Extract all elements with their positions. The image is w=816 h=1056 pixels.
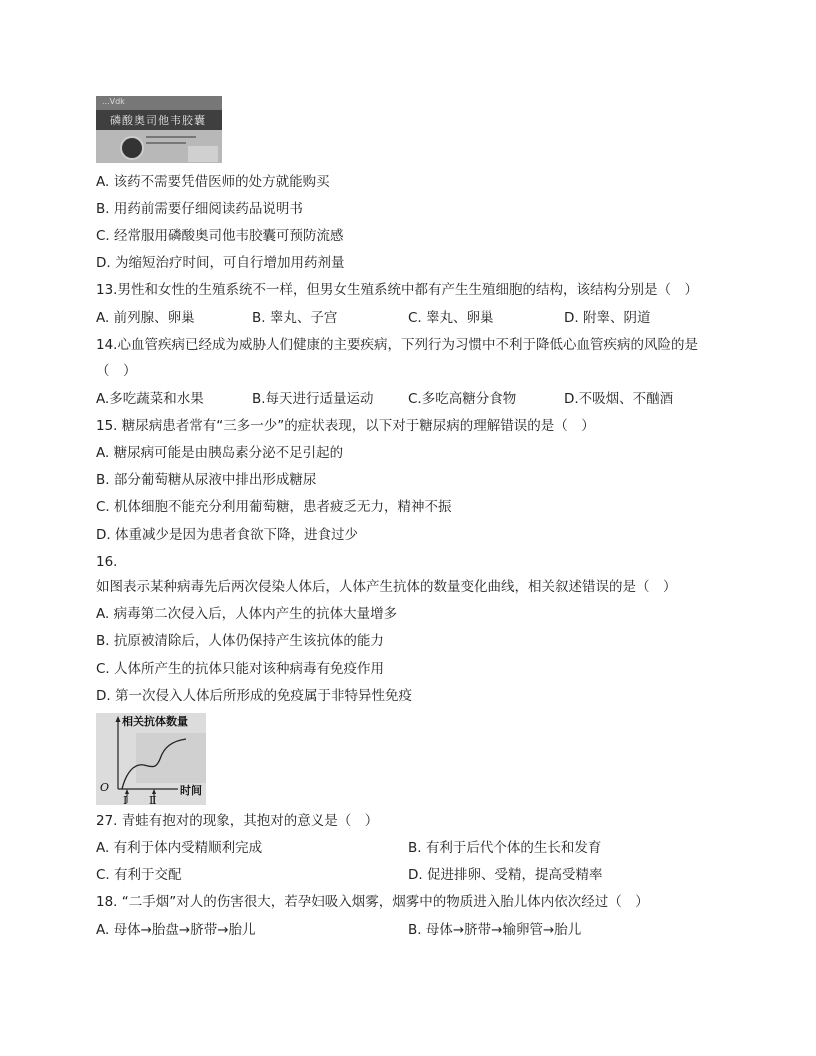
q15-stem: 15. 糖尿病患者常有“三多一少”的症状表现，以下对于糖尿病的理解错误的是（ ） (96, 418, 595, 434)
q13-option-a: A. 前列腺、卵巢 (96, 310, 195, 326)
q17-stem: 27. 青蛙有抱对的现象，其抱对的意义是（ ） (96, 813, 379, 829)
q14-stem: 14.心血管疾病已经成为威胁人们健康的主要疾病，下列行为习惯中不利于降低心血管疾病的风险的是 (96, 337, 698, 353)
q14-stem-bracket: （ ） (96, 363, 137, 379)
q14-option-b: B.每天进行适量运动 (252, 391, 374, 407)
q17-option-a: A. 有利于体内受精顺利完成 (96, 840, 263, 856)
box-brand: ...Vdk (102, 97, 125, 106)
q16-option-c: C. 人体所产生的抗体只能对该种病毒有免疫作用 (96, 661, 385, 677)
q18-stem: 18. “二手烟”对人的伤害很大，若孕妇吸入烟雾，烟雾中的物质进入胎儿体内依次经过（ ） (96, 894, 649, 910)
graph-ylabel: 相关抗体数量 (122, 715, 188, 728)
q15-option-c: C. 机体细胞不能充分利用葡萄糖，患者疲乏无力，精神不振 (96, 499, 452, 515)
q18-option-b: B. 母体→脐带→输卵管→胎儿 (408, 922, 582, 938)
q16-number: 16. (96, 554, 118, 570)
antibody-graph-photo (96, 713, 206, 805)
q14-option-d: D.不吸烟、不酗酒 (564, 391, 674, 407)
q16-option-b: B. 抗原被清除后，人体仍保持产生该抗体的能力 (96, 633, 384, 649)
graph-mark-1: Ⅰ (123, 794, 128, 805)
q13-option-b: B. 睾丸、子宫 (252, 310, 338, 326)
box-logo (120, 136, 144, 160)
q12-option-b: B. 用药前需要仔细阅读药品说明书 (96, 201, 303, 217)
graph-xlabel: 时间 (180, 784, 202, 797)
q13-option-c: C. 睾丸、卵巢 (408, 310, 494, 326)
q13-stem: 13.男性和女性的生殖系统不一样，但男女生殖系统中都有产生生殖细胞的结构，该结构分别是（ ） (96, 282, 698, 298)
medicine-box-photo (96, 96, 222, 163)
antibody-graph (96, 713, 206, 805)
q16-stem: 如图表示某种病毒先后两次侵染人体后，人体产生抗体的数量变化曲线，相关叙述错误的是（ ） (96, 579, 677, 595)
q14-option-c: C.多吃高糖分食物 (408, 391, 517, 407)
q14-option-a: A.多吃蔬菜和水果 (96, 391, 204, 407)
q17-option-d: D. 促进排卵、受精，提高受精率 (408, 867, 603, 883)
q13-option-d: D. 附睾、阴道 (564, 310, 651, 326)
q17-option-c: C. 有利于交配 (96, 867, 182, 883)
q12-option-a: A. 该药不需要凭借医师的处方就能购买 (96, 174, 330, 190)
q12-option-c: C. 经常服用磷酸奥司他韦胶囊可预防流感 (96, 228, 344, 244)
q18-option-a: A. 母体→胎盘→脐带→胎儿 (96, 922, 256, 938)
q12-option-d: D. 为缩短治疗时间，可自行增加用药剂量 (96, 255, 345, 271)
graph-mark-2: Ⅱ (149, 794, 157, 805)
q15-option-d: D. 体重减少是因为患者食欲下降，进食过少 (96, 527, 358, 543)
q16-option-a: A. 病毒第二次侵入后，人体内产生的抗体大量增多 (96, 606, 398, 622)
graph-origin: O (100, 781, 110, 794)
box-title: 磷酸奥司他韦胶囊 (110, 114, 206, 127)
q15-option-b: B. 部分葡萄糖从尿液中排出形成糖尿 (96, 472, 317, 488)
q15-option-a: A. 糖尿病可能是由胰岛素分泌不足引起的 (96, 445, 344, 461)
q16-option-d: D. 第一次侵入人体后所形成的免疫属于非特异性免疫 (96, 688, 412, 704)
q17-option-b: B. 有利于后代个体的生长和发育 (408, 840, 602, 856)
